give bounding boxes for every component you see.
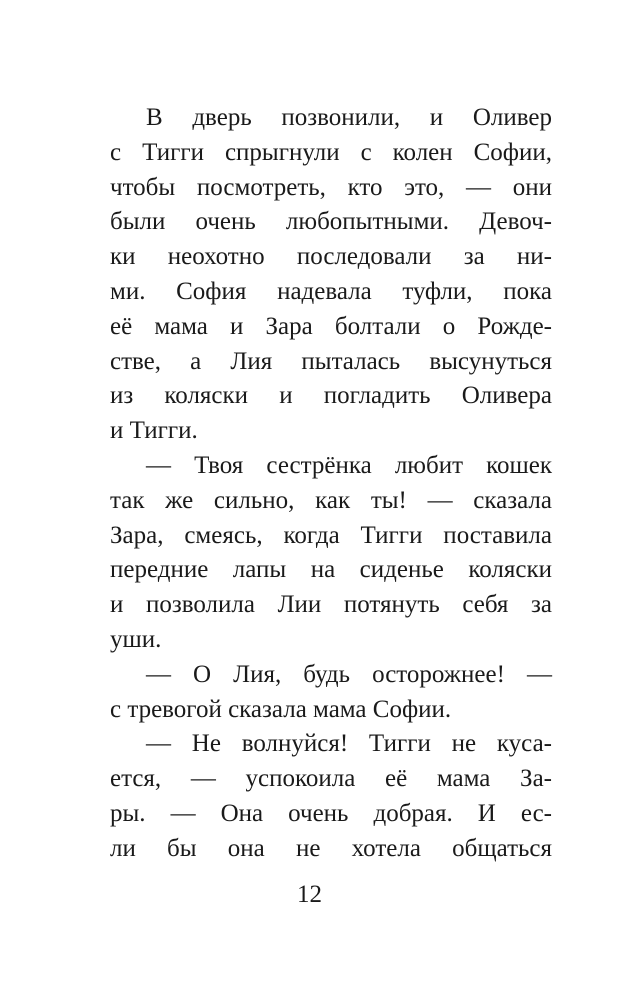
text-line: передние лапы на сиденье коляски <box>110 556 552 584</box>
body-text <box>110 101 552 867</box>
text-line: стве, а Лия пыталась высунуться <box>110 347 552 375</box>
text-line: ли бы она не хотела общаться <box>110 834 552 862</box>
text-line: из коляски и погладить Оливера <box>110 382 552 410</box>
text-line: — О Лия, будь осторожнее! — <box>146 660 552 688</box>
text-line: — Не волнуйся! Тигги не куса- <box>146 730 552 758</box>
text-line: ры. — Она очень добрая. И ес- <box>110 799 552 827</box>
text-line: и Тигги. <box>110 417 198 445</box>
text-line: уши. <box>110 625 162 653</box>
text-line: ми. София надевала туфли, пока <box>110 277 552 305</box>
text-line: были очень любопытными. Девоч- <box>110 208 552 236</box>
text-line: с тревогой сказала мама Софии. <box>110 695 452 723</box>
text-line: так же сильно, как ты! — сказала <box>110 486 552 514</box>
text-line: ки неохотно последовали за ни- <box>110 243 552 271</box>
paragraph-2 <box>110 449 552 658</box>
text-line: и позволила Лии потянуть себя за <box>110 591 552 619</box>
text-line: чтобы посмотреть, кто это, — они <box>110 173 552 201</box>
text-line: с Тигги спрыгнули с колен Софии, <box>110 138 552 166</box>
paragraph-3 <box>110 658 552 728</box>
paragraph-4 <box>110 727 552 866</box>
text-line: В дверь позвонили, и Оливер <box>146 104 552 131</box>
page-number: 12 <box>297 881 322 908</box>
text-line: ется, — успокоила её мама За- <box>110 765 552 793</box>
paragraph-1 <box>110 101 552 449</box>
text-line: — Твоя сестрёнка любит кошек <box>146 451 552 479</box>
text-line: Зара, смеясь, когда Тигги поставила <box>110 521 552 549</box>
text-line: её мама и Зара болтали о Рожде- <box>110 312 552 340</box>
